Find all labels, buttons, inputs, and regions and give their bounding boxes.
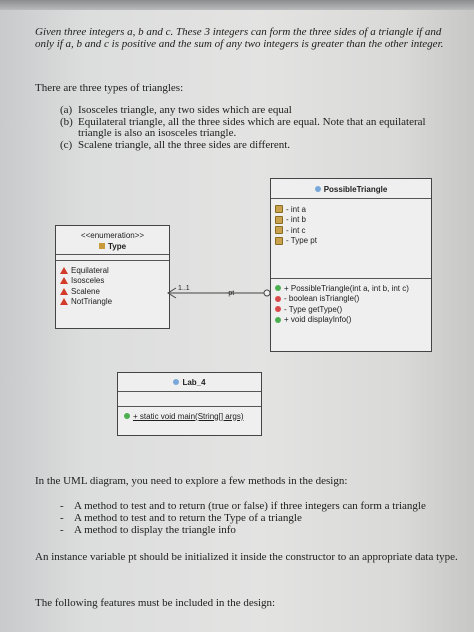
enum-value-icon (60, 288, 68, 295)
public-method-icon (275, 285, 281, 291)
type-enum-class (55, 225, 170, 329)
field-icon (275, 205, 283, 213)
method-row: + void displayInfo() (271, 315, 431, 326)
private-method-icon (275, 296, 281, 302)
fields-section (271, 198, 431, 278)
method-row: - boolean isTriangle() (271, 294, 431, 305)
multiplicity-label: 1..1 (178, 285, 190, 292)
role-label: -pt (226, 290, 235, 297)
instance-paragraph: An instance variable pt should be initialized it inside the constructor to an appropriate data type. (35, 551, 458, 563)
enum-value: Equilateral (56, 265, 169, 276)
list-item: - A method to display the triangle info (60, 524, 236, 536)
enum-type-icon (99, 243, 105, 249)
class-name: Lab_4 (182, 378, 206, 387)
private-method-icon (275, 306, 281, 312)
lab4-class (117, 372, 262, 436)
features-paragraph: The following features must be included in the design: (35, 597, 276, 609)
method-row: + static void main(String[] args) (118, 411, 261, 422)
list-item: (c) Scalene triangle, all the three sides are different. (60, 138, 291, 151)
enum-value-icon (60, 298, 68, 305)
types-intro: There are three types of triangles: (35, 82, 184, 94)
field-row: - Type pt (271, 236, 431, 247)
list-item: (a) Isosceles triangle, any two sides which are equal (60, 104, 292, 116)
class-name: PossibleTriangle (323, 185, 388, 194)
enum-value: NotTriangle (56, 297, 169, 308)
method-row: + PossibleTriangle(int a, int b, int c) (271, 283, 431, 294)
list-item: - A method to test and to return the Type of a triangle (60, 512, 302, 524)
field-row: - int c (271, 225, 431, 236)
enum-values (56, 260, 169, 307)
field-icon (275, 237, 283, 245)
field-icon (275, 216, 283, 224)
class-icon (315, 186, 321, 192)
explore-paragraph: In the UML diagram, you need to explore a few methods in the design: (35, 475, 348, 487)
possible-triangle-class (270, 178, 432, 352)
public-method-icon (124, 413, 130, 419)
enum-stereotype: <<enumeration>> (80, 231, 145, 240)
enum-name: Type (107, 242, 127, 251)
methods-section (271, 278, 431, 325)
field-row: - int a (271, 204, 431, 215)
list-item: (b) Equilateral triangle, all the three sides which are equal. Note that an equilateral triangle is also an isosceles triangle. (60, 115, 426, 139)
enum-value-icon (60, 267, 68, 274)
enum-value: Isosceles (56, 276, 169, 287)
page-top-edge (0, 0, 474, 10)
methods-list (60, 500, 426, 536)
list-item: - A method to test and to return (true or false) if three integers can form a triangle (60, 500, 426, 512)
enum-value-icon (60, 277, 68, 284)
enum-value: Scalene (56, 286, 169, 297)
field-icon (275, 226, 283, 234)
field-row: - int b (271, 215, 431, 226)
triangle-types-list (60, 105, 460, 151)
intro-paragraph: Given three integers a, b and c. These 3 integers can form the three sides of a triangle if and only if a, b and c is positive and the sum of any two integers is greater than the other integer. (35, 26, 444, 50)
public-method-icon (275, 317, 281, 323)
class-icon (173, 379, 179, 385)
method-row: - Type getType() (271, 304, 431, 315)
